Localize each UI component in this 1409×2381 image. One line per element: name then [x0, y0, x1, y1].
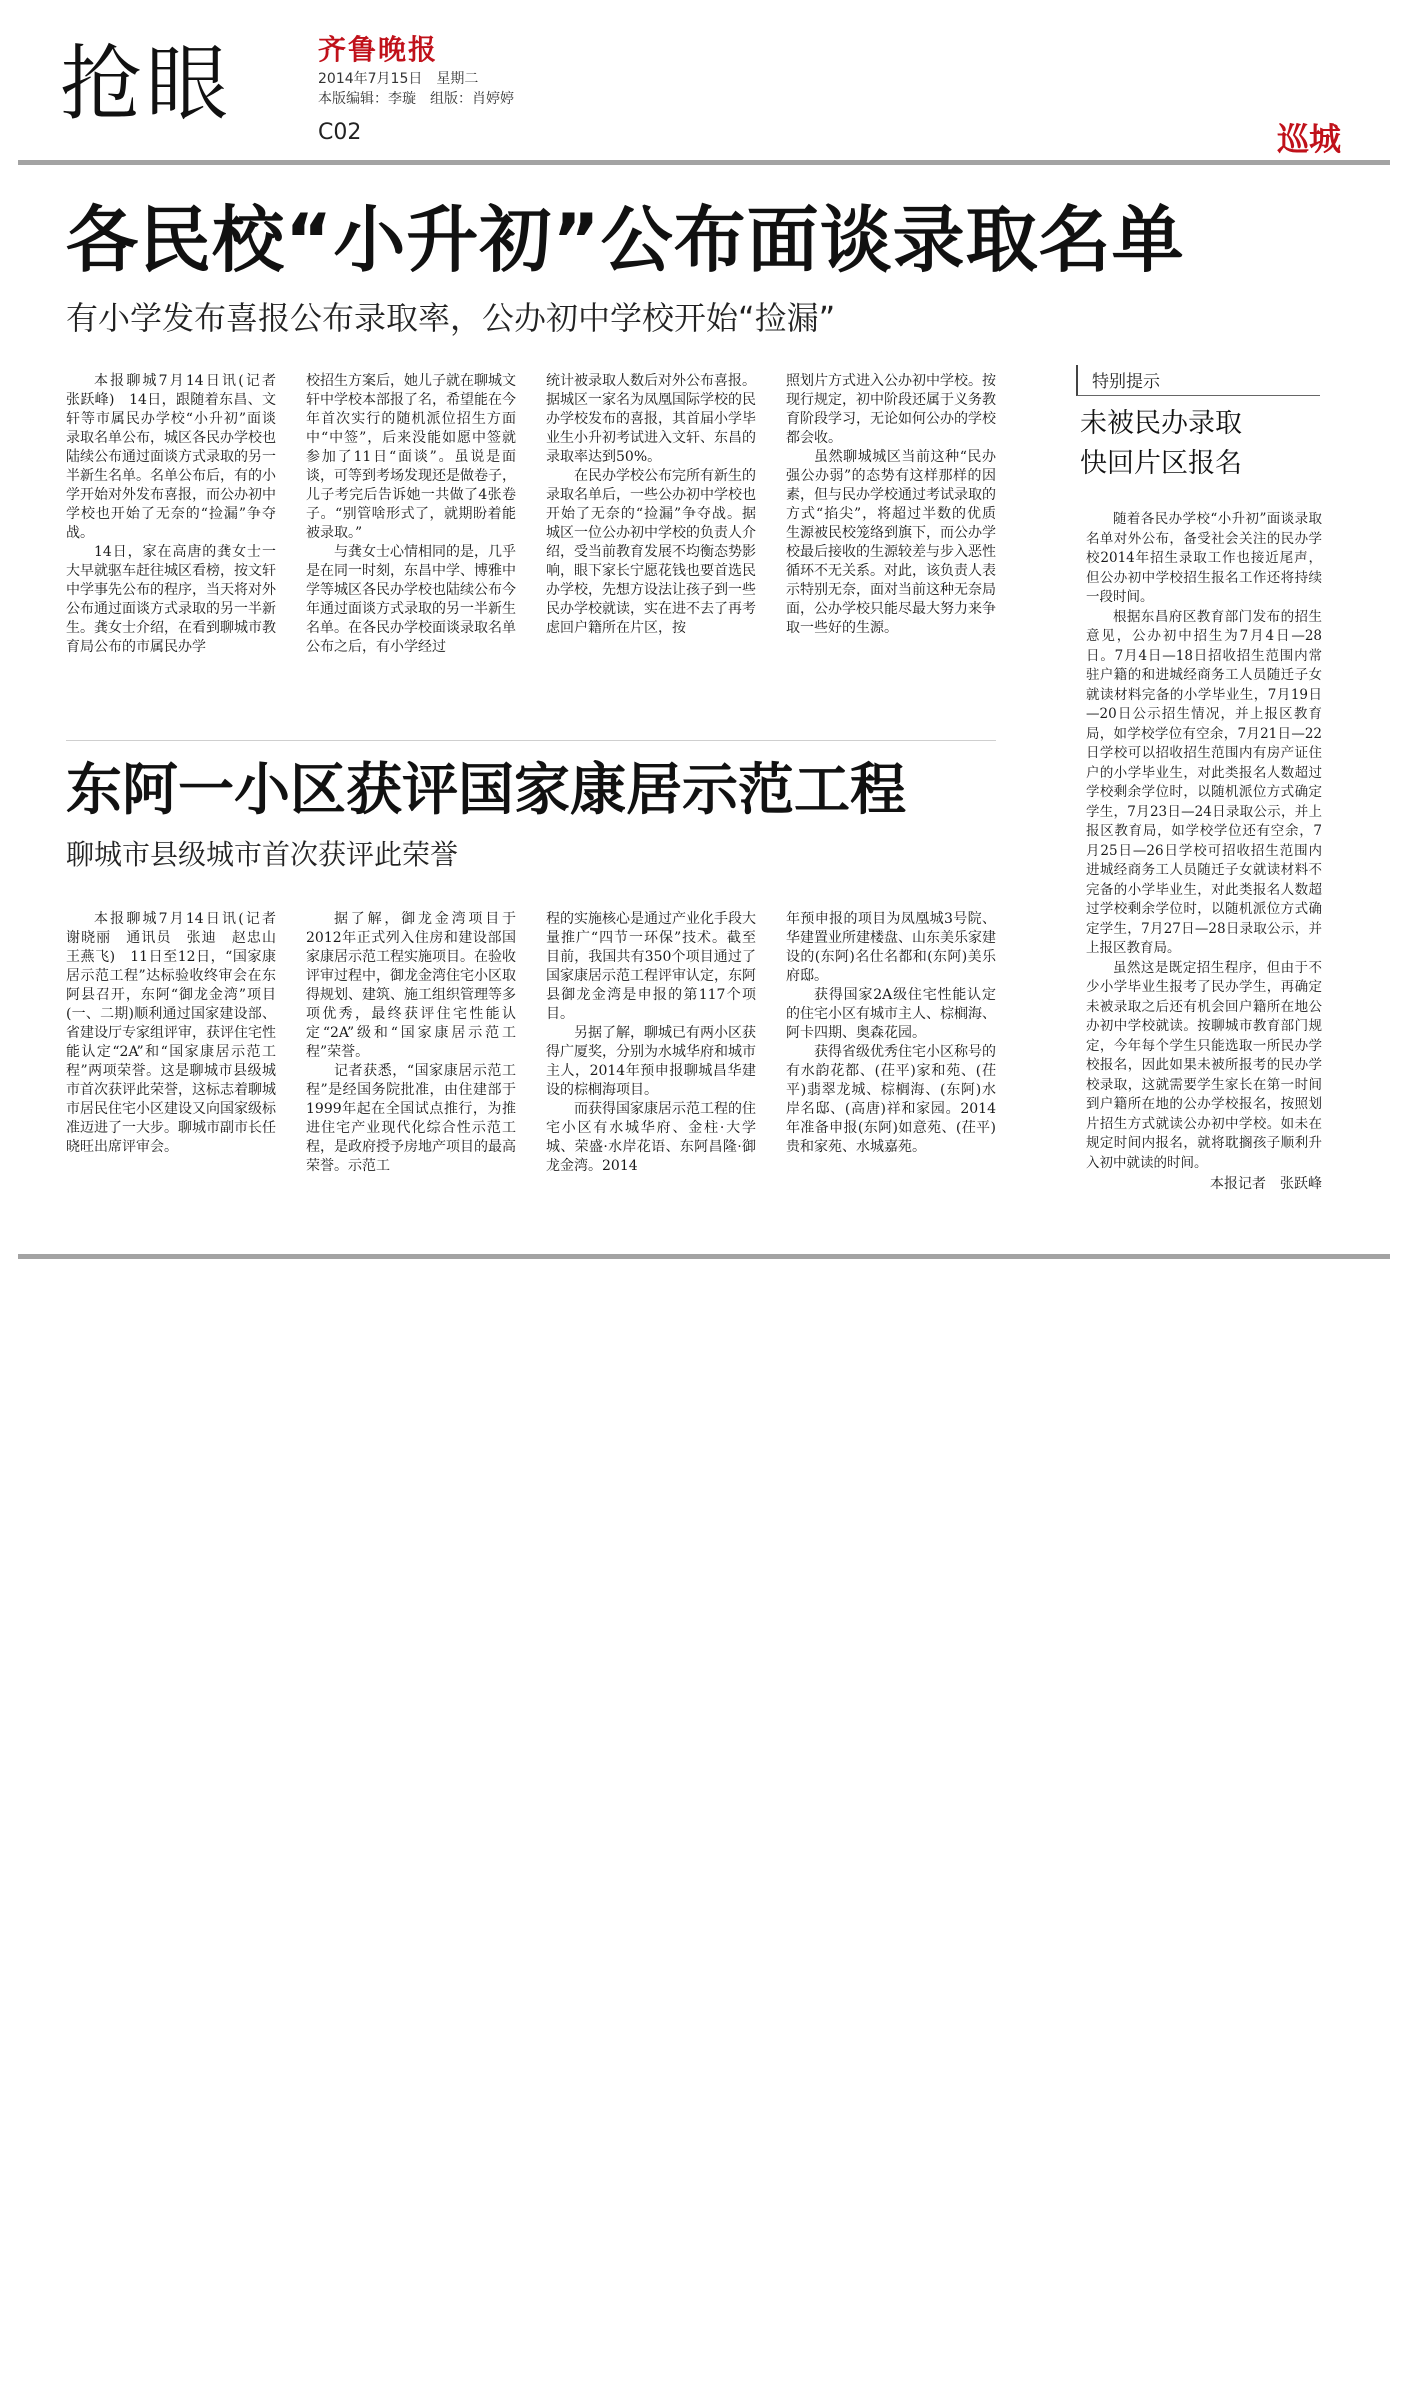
- newspaper-logo: 齐鲁晚报: [318, 33, 439, 66]
- article1-column-1: [66, 372, 290, 657]
- paragraph: 年预申报的项目为凤凰城3号院、华建置业所建楼盘、山东美乐家建设的(东阿)名仕名都和(东阿)美乐府邸。: [786, 911, 996, 984]
- paragraph: 本报聊城7月14日讯(记者 张跃峰) 14日，跟随着东昌、文轩等市属民办学校“小升初”面谈录取名单公布，城区各民办学校也陆续公布通过面谈方式录取的另一半新生名单。名单公布后，有的小学开始对外发布喜报，而公办初中学校也开始了无奈的“捡漏”争夺战。: [66, 373, 290, 541]
- sidebar-label: 特别提示: [1076, 365, 1320, 396]
- article2-column-2: [306, 910, 516, 1176]
- paragraph: 校招生方案后，她儿子就在聊城文轩中学校本部报了名，希望能在今年首次实行的随机派位招生方面中“中签”，后来没能如愿中签就参加了11日“面谈”。虽说是面谈，可等到考场发现还是做卷子，儿子考完后告诉她一共做了4张卷子。“别管啥形式了，就期盼着能被录取。”: [306, 373, 516, 541]
- paragraph: 获得省级优秀住宅小区称号的有水韵花都、(茌平)家和苑、(茌平)翡翠龙城、棕榈海、(东阿)水岸名邸、(高唐)祥和家园。2014年准备申报(东阿)如意苑、(茌平)贵和家苑、水城嘉苑。: [786, 1044, 996, 1155]
- editor-line: 本版编辑：李璇 组版：肖婷婷: [318, 91, 514, 107]
- article1-column-2: [306, 372, 516, 657]
- article1-headline: 各民校“小升初”公布面谈录取名单: [66, 198, 1185, 282]
- article2-column-1: [66, 910, 290, 1157]
- paragraph: 记者获悉，“国家康居示范工程”是经国务院批准，由住建部于1999年起在全国试点推行，为推进住宅产业现代化综合性示范工程，是政府授予房地产项目的最高荣誉。示范工: [306, 1063, 516, 1174]
- top-rule: [18, 160, 1390, 165]
- paragraph: 随着各民办学校“小升初”面谈录取名单对外公布，备受社会关注的民办学校2014年招生录取工作也接近尾声，但公办初中学校招生报名工作还将持续一段时间。: [1086, 511, 1322, 605]
- article2-column-4: [786, 910, 996, 1157]
- paragraph: 而获得国家康居示范工程的住宅小区有水城华府、金柱·大学城、荣盛·水岸花语、东阿昌隆·御龙金湾。2014: [546, 1101, 756, 1174]
- sidebar-headline-line1: 未被民办录取: [1080, 408, 1242, 439]
- paragraph: 统计被录取人数后对外公布喜报。据城区一家名为凤凰国际学校的民办学校发布的喜报，其首届小学毕业生小升初考试进入文轩、东昌的录取率达到50%。: [546, 373, 756, 465]
- paragraph: 14日，家在高唐的龚女士一大早就驱车赶往城区看榜，按文轩中学事先公布的程序，当天将对外公布通过面谈方式录取的另一半新生。龚女士介绍，在看到聊城市教育局公布的市属民办学: [66, 544, 276, 655]
- sidebar-byline: 本报记者 张跃峰: [1210, 1176, 1322, 1192]
- paragraph: 据了解，御龙金湾项目于2012年正式列入住房和建设部国家康居示范工程实施项目。在验收评审过程中，御龙金湾住宅小区取得规划、建筑、施工组织管理等多项优秀，最终获评住宅性能认定“2A”级和“国家康居示范工程”荣誉。: [306, 911, 516, 1060]
- paragraph: 根据东昌府区教育部门发布的招生意见，公办初中招生为7月4日—28日。7月4日—18日招收招生范围内常驻户籍的和进城经商务工人员随迁子女就读材料完备的小学毕业生，7月19日—20日公示招生情况，并上报区教育局，如学校学位有空余，7月21日—22日学校可以招收招生范围内有房产证住户的小学毕业生，对此类报名人数超过学校剩余学位时，以随机派位方式确定学生，7月23日—24日录取公示，并上报区教育局，如学校学位还有空余，7月25日—26日学校可招收招生范围内进城经商务工人员随迁子女就读材料不完备的小学毕业生，对此类报名人数超过学校剩余学位时，以随机派位方式确定学生，7月27日—28日录取公示，并上报区教育局。: [1086, 608, 1322, 956]
- region-tag: 巡城: [1276, 120, 1341, 158]
- paragraph: 照划片方式进入公办初中学校。按现行规定，初中阶段还属于义务教育阶段学习，无论如何公办的学校都会收。: [786, 373, 996, 446]
- paragraph: 本报聊城7月14日讯(记者 谢晓丽 通讯员 张迪 赵忠山 王燕飞) 11日至12日，“国家康居示范工程”达标验收终审会在东阿县召开，东阿“御龙金湾”项目(一、二期)顺利通过国家建设部、省建设厅专家组评审，获评住宅性能认定“2A”和“国家康居示范工程”两项荣誉。这是聊城市县级城市首次获评此荣誉，这标志着聊城市居民住宅小区建设又向国家级标准迈进了一大步。聊城市副市长任晓旺出席评审会。: [66, 911, 290, 1155]
- section-title: 抢眼: [60, 37, 233, 132]
- article2-headline: 东阿一小区获评国家康居示范工程: [66, 758, 906, 823]
- sidebar-body: [1086, 510, 1322, 1195]
- page-number: C02: [318, 120, 362, 145]
- paragraph: 在民办学校公布完所有新生的录取名单后，一些公办初中学校也开始了无奈的“捡漏”争夺战。据城区一位公办初中学校的负责人介绍，受当前教育发展不均衡态势影响，眼下家长宁愿花钱也要首选民办学校，先想方设法让孩子到一些民办学校就读，实在进不去了再考虑回户籍所在片区，按: [546, 468, 756, 636]
- sidebar-headline-line2: 快回片区报名: [1080, 448, 1242, 479]
- paragraph: 获得国家2A级住宅性能认定的住宅小区有城市主人、棕榈海、阿卡四期、奥森花园。: [786, 987, 996, 1041]
- issue-date: 2014年7月15日 星期二: [318, 71, 479, 87]
- paragraph: 另据了解，聊城已有两小区获得广厦奖，分别为水城华府和城市主人，2014年预申报聊城昌华建设的棕榈海项目。: [546, 1025, 756, 1098]
- article1-subheadline: 有小学发布喜报公布录取率，公办初中学校开始“捡漏”: [66, 299, 836, 337]
- paragraph: 虽然这是既定招生程序，但由于不少小学毕业生报考了民办学生，再确定未被录取之后还有机会回户籍所在地公办初中学校就读。按聊城市教育部门规定，今年每个学生只能选取一所民办学校报名，因此如果未被所报考的民办学校录取，这就需要学生家长在第一时间到户籍所在地的公办学校报名，按照划片招生方式就读公办初中学校。如未在规定时间内报名，就将耽搁孩子顺利升入初中就读的时间。: [1086, 959, 1322, 1171]
- article2-subheadline: 聊城市县级城市首次获评此荣誉: [66, 838, 459, 871]
- paragraph: 程的实施核心是通过产业化手段大量推广“四节一环保”技术。截至目前，我国共有350个项目通过了国家康居示范工程评审认定，东阿县御龙金湾是申报的第117个项目。: [546, 911, 756, 1022]
- article1-column-3: [546, 372, 756, 638]
- article1-column-4: [786, 372, 996, 638]
- bottom-rule: [18, 1254, 1390, 1259]
- sidebar-box: [1076, 365, 1320, 484]
- article2-column-3: [546, 910, 756, 1176]
- article-divider: [66, 740, 996, 741]
- paragraph: 虽然聊城城区当前这种“民办强公办弱”的态势有这样那样的因素，但与民办学校通过考试录取的方式“掐尖”，将超过半数的优质生源被民校笼络到旗下，而公办学校最后接收的生源较差与步入恶性循环不无关系。对此，该负责人表示特别无奈，面对当前这种无奈局面，公办学校只能尽最大努力来争取一些好的生源。: [786, 449, 996, 636]
- paragraph: 与龚女士心情相同的是，几乎是在同一时刻，东昌中学、博雅中学等城区各民办学校也陆续公布今年通过面谈方式录取的另一半新生名单。在各民办学校面谈录取名单公布之后，有小学经过: [306, 544, 516, 655]
